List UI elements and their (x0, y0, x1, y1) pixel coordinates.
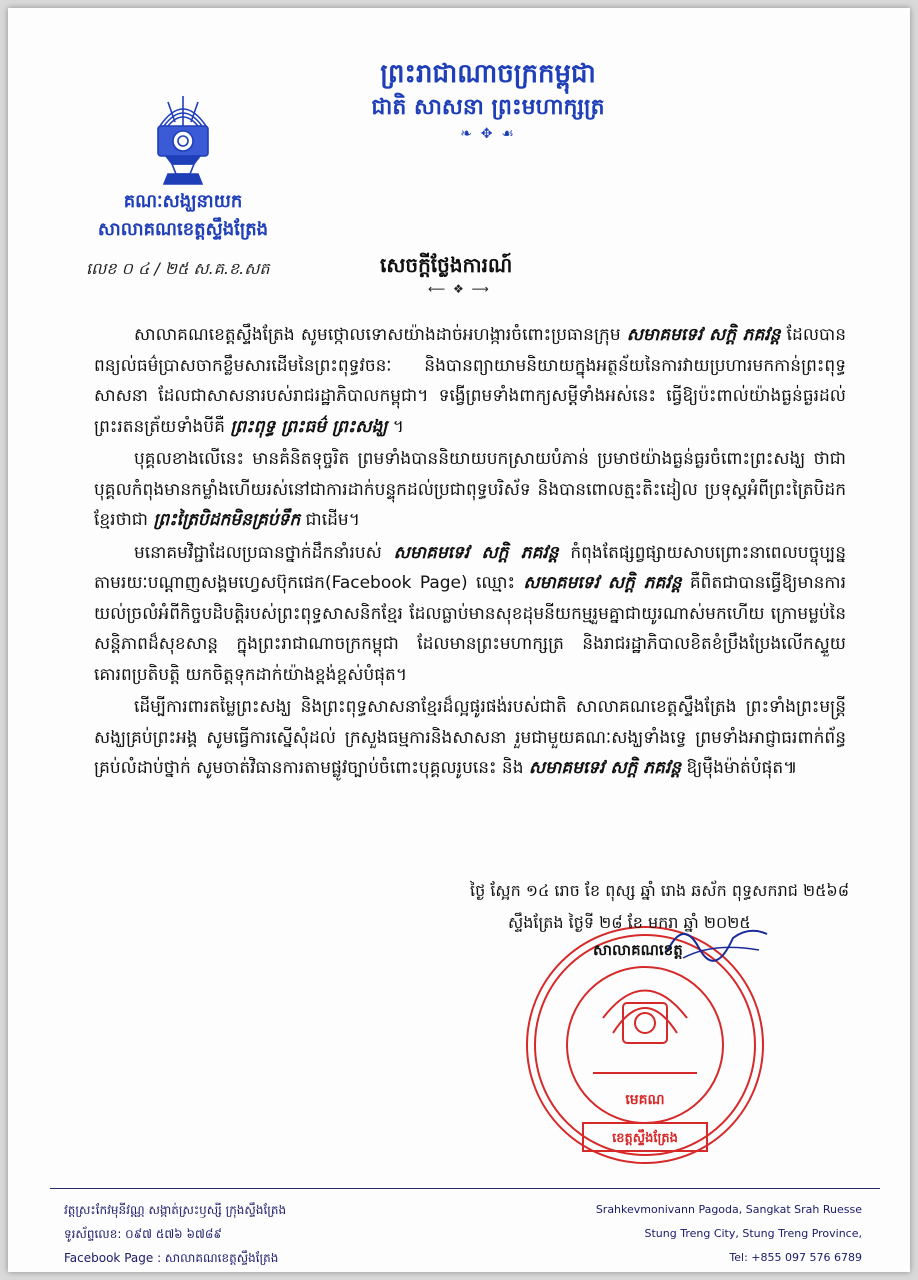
seal-line2: ខេត្តស្ទឹងត្រែង (612, 1131, 678, 1146)
title-ornament: ⟵ ❖ ⟶ (428, 282, 491, 296)
emphasized-text: ព្រះពុទ្ធ ព្រះធម៌ ព្រះសង្ឃ (230, 416, 388, 437)
emphasized-text: សមាគមទេវ សក្តិ ភគវន្ត (528, 758, 682, 778)
reference-number: លេខ ០ ៤ / ២៥ ស.គ.ខ.សត (86, 259, 270, 278)
emphasized-text: សមាគមទេវ សក្តិ ភគវន្ត (523, 573, 682, 593)
signer-title: សាលាគណខេត្ត (593, 941, 683, 959)
footer-facebook: Facebook Page : សាលាគណខេត្តស្ទឹងត្រែង (64, 1251, 279, 1265)
document-title: សេចក្ដីថ្លែងការណ៍ (380, 253, 513, 277)
statement-body (94, 320, 846, 786)
footer-address-en-line2: Stung Treng City, Stung Treng Province, (644, 1227, 862, 1240)
footer-address-km (64, 1198, 286, 1270)
issuer-block (53, 188, 313, 244)
seal-line1: មេគណ (625, 1092, 665, 1108)
footer-phone: ទូរស័ព្ទលេខ: ០៩៧ ៥៧៦ ៦៧៨៩ (64, 1227, 222, 1241)
issuer-line2: សាលាគណខេត្តស្ទឹងត្រែង (97, 219, 269, 240)
motto-ornament: ❧ ✥ ☙ (460, 126, 516, 142)
paragraph-text: ជាដើម។ (300, 510, 360, 530)
solar-date: ស្ទឹងត្រែង ថ្ងៃទី ២៨ ខែ មករា ឆ្នាំ ២០២៥ (508, 913, 751, 932)
document-page (8, 8, 910, 1272)
emphasized-text: ព្រះត្រៃបិដកមិនគ្រប់ទឹក (153, 510, 301, 530)
body-paragraph (94, 444, 846, 536)
paragraph-text: ដែលបានពន្យល់ធម៌ប្រាសចាកខ្លឹមសារដើមនៃព្រះពុទ្ធវចនៈ និងបានព្យាយាមនិយាយក្នុងអត្ថន័យនៃការវាយប្រហារមកកាន់ព្រះពុទ្ធសាសនា ដែលជាសាសនារបស់រាជរដ្ឋាភិបាលកម្ពុជា។ ទង្វើព្រមទាំងពាក្យសម្ដីទាំងអស់នេះ ធ្វើឱ្យប៉ះពាល់យ៉ាងធ្ងន់ធ្ងរដល់ព្រះរតនត្រ័យទាំងបីគឺ (94, 325, 846, 437)
paragraph-text: ។ (387, 416, 404, 437)
kingdom-title: ព្រះរាជាណាចក្រកម្ពុជា (380, 59, 596, 89)
footer-divider (50, 1188, 880, 1189)
buddhist-emblem-icon (140, 90, 226, 190)
body-paragraph (94, 320, 846, 442)
issuer-line1: គណៈសង្ឃនាយក (123, 191, 243, 212)
emphasized-text: សមាគមទេវ សក្តិ ភគវន្ត (626, 325, 781, 345)
footer-address: វត្តស្រះកែវមុនីវណ្ណ សង្កាត់ស្រះឫស្សី ក្រុងស្ទឹងត្រែង (64, 1203, 287, 1217)
footer-address-en-line1: Srahkevmonivann Pagoda, Sangkat Srah Ruesse (595, 1203, 862, 1216)
paragraph-text: មនោគមវិជ្ជាដែលប្រធានថ្នាក់ដឹកនាំរបស់ (134, 542, 394, 563)
paragraph-text: គឺពិតជាបានធ្វើឱ្យមានការយល់ច្រលំអំពីកិច្ចបដិបត្តិរបស់ព្រះពុទ្ធសាសនិកខ្មែរ ដែលធ្លាប់មានសុខដុមនីយកម្មរួមគ្នាជាយូរណាស់មកហើយ ក្រោមម្លប់នៃសន្តិភាពដ៏សុខសាន្ត ក្នុងព្រះរាជាណាចក្រកម្ពុជា ដែលមានព្រះមហាក្សត្រ និងរាជរដ្ឋាភិបាលខិតខំប្រឹងប្រែងលើកស្ទួយ គោរពប្រតិបត្តិ យកចិត្តទុកដាក់យ៉ាងខ្ពង់ខ្ពស់បំផុត។ (94, 573, 847, 685)
paragraph-text: ដើម្បីការពារតម្លៃព្រះសង្ឃ និងព្រះពុទ្ធសាសនាខ្មែរដ៏ល្អផូរផង់របស់ជាតិ សាលាគណខេត្តស្ទឹងត្រែង ព្រះទាំងព្រះមន្ត្រីសង្ឃគ្រប់ព្រះអង្គ សូមធ្វើការស្នើសុំដល់ ក្រសួងធម្មការនិងសាសនា រួមជាមួយគណៈសង្ឃទាំងទ្វេ ព្រមទាំងអាជ្ញាធរពាក់ព័ន្ធគ្រប់លំដាប់ថ្នាក់ សូមចាត់វិធានការតាមផ្លូវច្បាប់ចំពោះបុគ្គលរូបនេះ និង (94, 697, 846, 778)
lunar-date: ថ្ងៃ ស្អែក ១៤ រោច ខែ ពុស្ស ឆ្នាំ រោង ឆស័ក ពុទ្ធសករាជ ២៥៦៨ (470, 881, 850, 900)
paragraph-text: សាលាគណខេត្តស្ទឹងត្រែង សូមថ្កោលទោសយ៉ាងដាច់អហង្ការចំពោះប្រធានក្រុម (134, 325, 627, 345)
national-motto: ជាតិ សាសនា ព្រះមហាក្សត្រ (371, 95, 605, 120)
emphasized-text: សមាគមទេវ សក្តិ ភគវន្ត (393, 542, 559, 563)
paragraph-text: ឱ្យម៉ឺងម៉ាត់បំផុត៕ (681, 758, 798, 778)
body-paragraph (94, 692, 846, 784)
body-paragraph (94, 538, 846, 691)
letterhead-kingdom (338, 56, 638, 142)
paragraph-text: កំពុងតែផ្សព្វផ្សាយសាបព្រោះនាពេលបច្ចុប្បន្នតាមរយៈបណ្ដាញសង្គមហ្វេសប៊ុកផេក(Facebook Page) ឈ្មោះ (94, 542, 847, 593)
paragraph-text: បុគ្គលខាងលើនេះ មានគំនិតទុច្ចរិត ព្រមទាំងបាននិយាយបកស្រាយបំភាន់ ប្រមាថយ៉ាងធ្ងន់ធ្ងរចំពោះព្រះសង្ឃ ថាជាបុគ្គលកំពុងមានកម្លាំងហើយរស់នៅជាការដាក់បន្ទុកដល់ប្រជាពុទ្ធបរិស័ទ និងបានពោលត្មះតិះដៀល ប្រទុស្តអំពីព្រះត្រៃបិដកខ្មែរថាជា (94, 449, 846, 530)
footer-address-en (596, 1198, 862, 1270)
footer-tel: Tel: +855 097 576 6789 (729, 1251, 862, 1264)
